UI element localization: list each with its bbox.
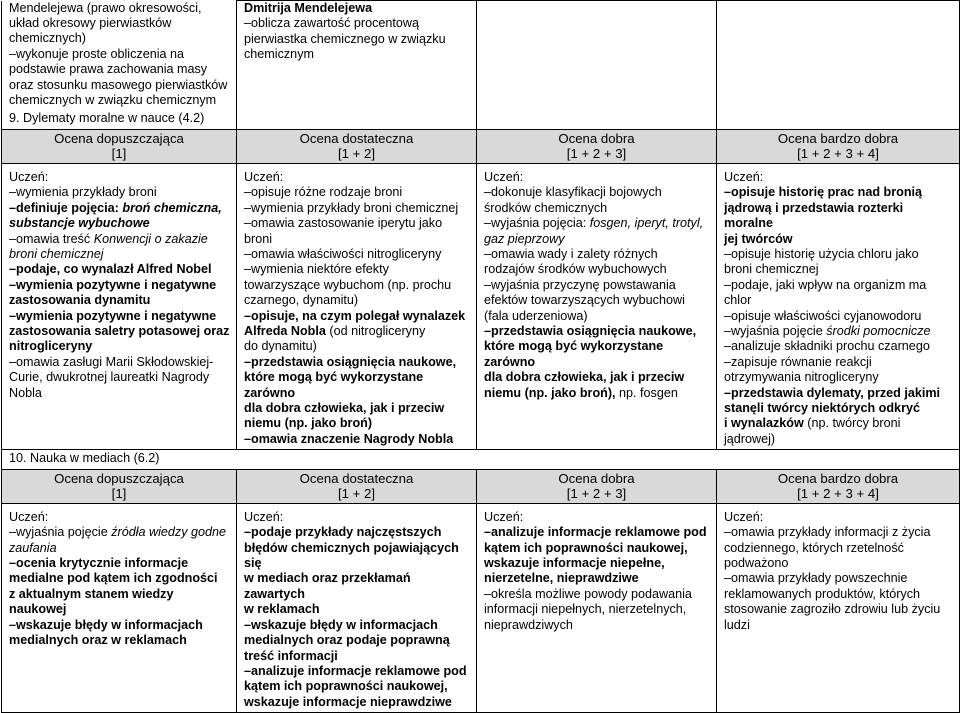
text-segment: –opisuje historię prac nad bronią [724,185,923,200]
requirement-line [244,309,470,324]
requirement-line [9,293,230,308]
requirement-line [244,633,470,648]
text-segment: zastosowania saletry potasowej oraz [9,324,230,338]
top-cell-2 [237,1,477,130]
requirement-line [724,309,953,324]
text-segment: otrzymywania nitrogliceryny [724,370,879,385]
grade-formula: [1 + 2 + 3] [566,146,627,162]
text-segment: ludzi [724,617,750,632]
text-segment: Uczeń: [9,509,49,524]
requirement-line [244,401,470,416]
text-segment: kątem ich poprawności naukowej, [244,679,448,694]
text-segment: –omawia treść [9,231,94,246]
requirements-cell [2,163,237,449]
text-segment: –omawia właściwości nitrogliceryny [244,246,442,261]
text-segment: efektów towarzyszących wybuchowi [484,293,685,308]
requirement-line [244,185,470,200]
text-segment: treść informacji [244,648,338,663]
requirement-line [724,432,953,447]
requirement-line [484,278,710,293]
requirement-line [244,679,470,694]
text-segment: Uczeń: [9,169,49,184]
top-cell-1 [2,1,237,111]
requirement-line [244,216,470,231]
requirement-line [484,185,710,200]
requirement-line [244,695,470,710]
requirements-cell [717,163,960,449]
text-segment: –dokonuje klasyfikacji bojowych [484,185,662,200]
grade-name: Ocena dostateczna [299,470,414,486]
grade-formula: [1 + 2 + 3 + 4] [797,146,879,162]
top-cell-4 [717,1,960,130]
grade-formula: [1 + 2] [337,146,376,162]
text-segment: broń chemiczna, [122,200,222,215]
text-segment: –przedstawia dylematy, przed jakimi [724,385,941,400]
requirement-line [484,324,710,339]
text-line: –oblicza zawartość procentową [244,16,420,31]
requirement-line [9,525,230,540]
requirement-line [9,232,230,247]
text-segment: towarzyszące wybuchom (np. prochu [244,277,452,292]
requirement-line [724,587,953,602]
text-segment: stosowanie zagroziło zdrowiu lub życiu [724,602,941,617]
requirement-line [484,602,710,617]
grade-formula: [1 + 2 + 3 + 4] [797,486,879,502]
text-segment: Uczeń: [724,509,764,524]
text-segment: niemu (np. jako broń) [244,416,373,431]
requirement-line [484,541,710,556]
top-continuation-row [2,1,960,111]
requirement-line [484,201,710,216]
text-segment: dla dobra człowieka, jak i przeciw [484,370,685,385]
requirement-line [244,247,470,262]
grade-name: Ocena bardzo dobra [777,470,899,486]
requirement-line [484,618,710,633]
text-segment: w reklamach [244,602,320,617]
text-segment: (np. twórcy broni [803,416,901,431]
requirement-line [724,370,953,385]
requirement-line [724,324,953,339]
text-segment: w mediach oraz przekłamań zawartych [244,571,411,601]
text-segment: –ocenia krytycznie informacje [9,556,189,571]
requirement-line [9,618,230,633]
text-segment: Nobla [9,385,42,400]
requirement-line [9,201,230,216]
requirement-line [724,185,953,200]
text-segment: Uczeń: [244,509,284,524]
text-segment: źródła wiedzy godne [111,525,227,540]
text-segment: –przedstawia osiągnięcia naukowe, [484,324,697,338]
requirement-line [9,309,230,324]
requirement-line [244,170,470,185]
text-segment: np. fosgen [615,385,678,400]
text-segment: kątem ich poprawności naukowej, [484,540,688,555]
text-segment: broni [244,231,273,246]
text-segment: medialne pod kątem ich zgodności [9,571,218,586]
requirement-line [484,170,710,185]
requirement-line [9,355,230,370]
text-segment: Uczeń: [484,169,524,184]
text-segment: –zapisuje równanie reakcji [724,354,872,369]
requirement-line [244,201,470,216]
requirement-line [484,525,710,540]
text-segment: –przedstawia osiągnięcia naukowe, [244,354,457,369]
text-line: chemicznych) [9,31,86,46]
text-segment: czarnego, dynamitu) [244,293,359,308]
text-line: chemicznych w związku chemicznym [9,92,217,107]
grade-header [2,469,237,503]
text-segment: –podaje przykłady najczęstszych [244,525,442,540]
requirement-line [244,370,470,401]
text-segment: –definiuje pojęcia: [9,200,123,215]
grade-formula: [1] [111,146,127,162]
text-segment: –wymienia pozytywne i negatywne [9,308,217,323]
requirement-line [484,339,710,370]
requirement-line [9,587,230,618]
requirement-line [244,339,470,354]
text-segment: gaz pieprzowy [484,231,565,246]
grade-name: Ocena dobra [558,470,635,486]
requirement-line [244,525,470,540]
requirement-line [724,355,953,370]
grade-header [477,469,717,503]
text-segment: Curie, dwukrotnej laureatki Nagrody [9,370,210,385]
requirements-cell [477,503,717,712]
text-segment: Alfreda Nobla [244,324,326,338]
text-segment: zastosowania dynamitu [9,293,151,308]
text-line: Dmitrija Mendelejewa [244,1,373,15]
requirement-line [724,247,953,262]
text-segment: –wskazuje błędy w informacjach [9,617,203,632]
text-segment: medialnych oraz w reklamach [9,633,187,648]
text-segment: niemu (np. jako broń), [484,385,616,400]
text-segment: środków chemicznych [484,200,608,215]
section-title-row [2,450,960,469]
requirement-line [724,571,953,586]
text-segment: –opisuje różne rodzaje broni [244,185,403,200]
requirement-line [724,339,953,354]
text-segment: –opisuje właściwości cyjanowodoru [724,308,922,323]
text-segment: do dynamitu) [244,339,317,354]
requirement-line [244,416,470,431]
requirements-cell [2,503,237,712]
requirement-line [484,293,710,308]
text-segment: fosgen, iperyt, trotyl, [589,216,704,231]
text-segment: –opisuje historię użycia chloru jako [724,246,919,261]
requirement-line [484,571,710,586]
text-segment: broni chemicznej [9,246,104,261]
requirement-line [244,232,470,247]
text-segment: nitrogliceryny [9,339,93,354]
text-segment: medialnych oraz podaje poprawną [244,633,450,648]
top-col1-text [9,1,230,109]
text-segment: –omawia przykłady powszechnie [724,571,908,586]
text-line: podstawie prawa zachowania masy [9,62,208,77]
requirement-line [9,571,230,586]
requirement-line [9,386,230,401]
requirement-line [244,664,470,679]
text-segment: –wymienia przykłady broni [9,185,157,200]
grade-header [717,129,960,163]
requirement-line [724,525,953,540]
text-segment: substancje wybuchowe [9,216,150,231]
requirement-line [244,541,470,572]
requirement-line [724,556,953,571]
requirement-line [9,339,230,354]
requirement-line [724,602,953,617]
requirement-line [484,510,710,525]
requirements-row [2,503,960,712]
text-segment: błędów chemicznych pojawiających się [244,540,459,571]
grade-header [2,129,237,163]
text-line: pierwiastka chemicznego w związku [244,31,446,46]
requirement-line [724,293,953,308]
text-segment: broni chemicznej [724,262,819,277]
requirement-line [724,510,953,525]
requirement-line [244,278,470,293]
grade-header-row [2,129,960,163]
grade-formula: [1] [111,486,127,502]
text-segment: które mogą być wykorzystane zarówno [484,339,664,369]
requirement-line [724,262,953,277]
requirement-line [9,541,230,556]
text-segment: –omawia zasługi Marii Skłodowskiej- [9,354,214,369]
requirement-line [484,232,710,247]
curriculum-table [1,0,960,713]
requirement-line [724,170,953,185]
requirement-line [9,216,230,231]
requirement-line [484,386,710,401]
text-segment: –wskazuje błędy w informacjach [244,617,438,632]
text-segment: –wyjaśnia pojęcia: [484,216,590,231]
requirement-line [244,510,470,525]
requirement-line [244,355,470,370]
text-segment: (od nitrogliceryny [325,324,426,338]
text-segment: –wyjaśnia przyczynę powstawania [484,277,676,292]
text-segment: –omawia znaczenie Nagrody Nobla [244,431,454,446]
text-segment: zaufania [9,540,57,555]
top-cell-3 [477,1,717,130]
section-title [2,110,237,129]
requirement-line [9,278,230,293]
requirement-line [9,247,230,262]
grade-name: Ocena dostateczna [299,130,414,146]
text-segment: –wymienia niektóre efekty [244,262,389,277]
requirement-line [724,541,953,556]
requirement-line [9,370,230,385]
requirements-cell [237,503,477,712]
requirement-line [724,401,953,416]
text-line: układ okresowy pierwiastków [9,15,172,30]
text-segment: wskazuje informacje nieprawdziwe [244,694,452,709]
grade-header [477,129,717,163]
requirements-row [2,163,960,449]
text-segment: Uczeń: [244,169,284,184]
top-col2-text [244,1,470,63]
text-segment: –podaje, co wynalazł Alfred Nobel [9,262,212,277]
grade-formula: [1 + 2] [337,486,376,502]
requirement-line [484,262,710,277]
requirement-line [484,216,710,231]
grade-name: Ocena dopuszczająca [54,470,184,486]
requirement-line [9,510,230,525]
requirement-line [9,556,230,571]
text-segment: nieprawdziwych [484,617,573,632]
grade-name: Ocena dopuszczająca [54,130,184,146]
requirement-line [244,324,470,339]
text-segment: codziennego, których rzetelność [724,540,904,555]
text-segment: nierzetelne, nieprawdziwe [484,571,639,586]
requirement-line [484,309,710,324]
requirement-line [9,324,230,339]
requirement-line [724,232,953,247]
requirement-line [9,262,230,277]
requirements-cell [237,163,477,449]
text-segment: –analizuje informacje reklamowe pod [484,525,707,540]
text-line: chemicznym [244,47,314,62]
requirement-line [244,602,470,617]
requirement-line [244,432,470,447]
grade-header-row [2,469,960,503]
requirement-line [724,618,953,633]
grade-formula: [1 + 2 + 3] [566,486,627,502]
text-line: –wykonuje proste obliczenia na [9,46,185,61]
text-segment: –wyjaśnia pojęcie [724,324,827,338]
requirement-line [724,278,953,293]
requirement-line [244,262,470,277]
requirement-line [484,556,710,571]
text-segment: które mogą być wykorzystane zarówno [244,370,424,400]
text-segment: stanęli twórcy niektórych odkryć [724,401,920,416]
requirement-line [724,201,953,232]
requirement-line [724,386,953,401]
section-title-text: 9. Dylematy moralne w nauce (4.2) [9,111,205,126]
requirement-line [9,170,230,185]
requirement-line [484,370,710,385]
text-segment: jądrowej) [724,431,776,446]
text-segment: –wymienia przykłady broni chemicznej [244,200,459,215]
requirements-cell [717,503,960,712]
grade-name: Ocena bardzo dobra [777,130,899,146]
requirements-cell [477,163,717,449]
grade-header [237,129,477,163]
text-segment: jądrową i przedstawia rozterki moralne [724,200,904,231]
text-segment: jej twórców [724,231,793,246]
requirement-line [484,587,710,602]
requirement-line [9,633,230,648]
text-segment: z aktualnym stanem wiedzy naukowej [9,586,174,617]
text-segment: informacji niepełnych, nierzetelnych, [484,602,687,617]
text-segment: –wymienia pozytywne i negatywne [9,277,217,292]
requirement-line [244,293,470,308]
grade-header [717,469,960,503]
text-segment: reklamowanych produktów, których [724,586,920,601]
section-title [2,450,960,469]
grade-header [237,469,477,503]
text-segment: Uczeń: [724,169,764,184]
text-segment: –określa możliwe powody podawania [484,586,692,601]
text-segment: –omawia zastosowanie iperytu jako [244,216,443,231]
text-segment: –analizuje informacje reklamowe pod [244,663,467,678]
requirement-line [244,618,470,633]
text-segment: (fala uderzeniowa) [484,308,588,323]
text-segment: chlor [724,293,752,308]
text-segment: Uczeń: [484,509,524,524]
text-segment: –wyjaśnia pojęcie [9,525,112,540]
section-title-text: 10. Nauka w mediach (6.2) [9,451,160,466]
requirement-line [724,416,953,431]
text-segment: rodzajów środków wybuchowych [484,262,667,277]
text-segment: –omawia przykłady informacji z życia [724,525,931,540]
text-segment: –analizuje składniki prochu czarnego [724,339,930,354]
requirement-line [244,571,470,602]
requirement-line [9,185,230,200]
text-line: Mendelejewa (prawo okresowości, [9,0,202,15]
text-segment: –opisuje, na czym polegał wynalazek [244,308,466,323]
text-segment: podważono [724,556,789,571]
text-line: oraz stosunku masowego pierwiastków [9,77,228,92]
text-segment: –omawia wady i zalety różnych [484,246,658,261]
grade-name: Ocena dobra [558,130,635,146]
text-segment: i wynalazków [724,416,804,431]
text-segment: środki pomocnicze [826,324,931,338]
text-segment: –podaje, jaki wpływ na organizm ma [724,277,927,292]
text-segment: dla dobra człowieka, jak i przeciw [244,401,445,416]
requirement-line [484,247,710,262]
text-segment: Konwencji o zakazie [93,231,208,246]
text-segment: wskazuje informacje niepełne, [484,556,665,571]
